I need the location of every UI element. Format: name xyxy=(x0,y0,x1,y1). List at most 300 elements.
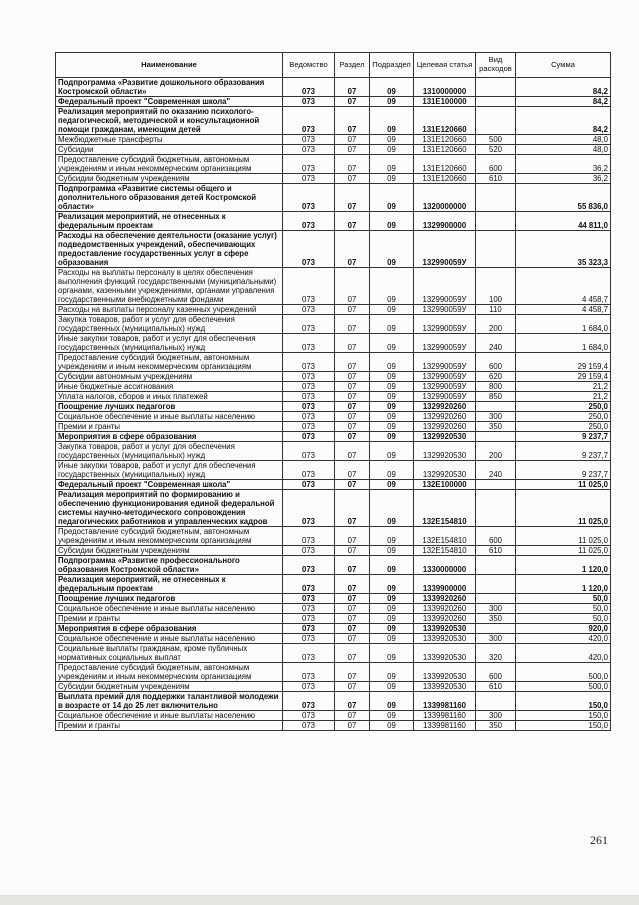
cell-podrazdel: 09 xyxy=(370,527,414,546)
cell-podrazdel: 09 xyxy=(370,412,414,422)
cell-sum: 11 025,0 xyxy=(516,546,611,556)
cell-podrazdel: 09 xyxy=(370,315,414,334)
cell-sum: 11 025,0 xyxy=(516,490,611,527)
cell-name: Федеральный проект "Современная школа" xyxy=(56,480,283,490)
cell-sum: 55 836,0 xyxy=(516,184,611,212)
cell-sum: 420,0 xyxy=(516,634,611,644)
cell-sum: 50,0 xyxy=(516,614,611,624)
cell-expense-type xyxy=(476,480,516,490)
page-number: 261 xyxy=(590,833,608,847)
cell-name: Уплата налогов, сборов и иных платежей xyxy=(56,392,283,402)
cell-target-article: 1320000000 xyxy=(414,184,476,212)
cell-target-article: 132990059У xyxy=(414,305,476,315)
cell-expense-type: 600 xyxy=(476,527,516,546)
cell-sum: 84,2 xyxy=(516,107,611,135)
cell-target-article: 1339920530 xyxy=(414,682,476,692)
table-row xyxy=(56,614,611,624)
cell-expense-type xyxy=(476,624,516,634)
cell-name: Социальное обеспечение и иные выплаты населению xyxy=(56,711,283,721)
cell-name: Субсидии xyxy=(56,145,283,155)
cell-vedomstvo: 073 xyxy=(283,527,335,546)
cell-expense-type xyxy=(476,575,516,594)
cell-expense-type: 350 xyxy=(476,614,516,624)
cell-razdel: 07 xyxy=(335,372,370,382)
cell-razdel: 07 xyxy=(335,624,370,634)
cell-expense-type xyxy=(476,78,516,97)
cell-podrazdel: 09 xyxy=(370,184,414,212)
cell-vedomstvo: 073 xyxy=(283,663,335,682)
cell-expense-type: 240 xyxy=(476,334,516,353)
cell-podrazdel: 09 xyxy=(370,594,414,604)
column-header-vedomstvo: Ведомство xyxy=(283,53,335,78)
cell-razdel: 07 xyxy=(335,527,370,546)
table-row xyxy=(56,353,611,372)
table-row xyxy=(56,575,611,594)
cell-sum: 250,0 xyxy=(516,412,611,422)
cell-razdel: 07 xyxy=(335,556,370,575)
cell-sum: 48,0 xyxy=(516,135,611,145)
cell-sum: 35 323,3 xyxy=(516,231,611,268)
table-row xyxy=(56,412,611,422)
cell-vedomstvo: 073 xyxy=(283,97,335,107)
cell-expense-type xyxy=(476,692,516,711)
cell-vedomstvo: 073 xyxy=(283,78,335,97)
table-row xyxy=(56,372,611,382)
cell-vedomstvo: 073 xyxy=(283,231,335,268)
cell-name: Премии и гранты xyxy=(56,614,283,624)
cell-target-article: 131E120660 xyxy=(414,174,476,184)
cell-target-article: 1339920530 xyxy=(414,644,476,663)
cell-target-article: 1339920260 xyxy=(414,604,476,614)
cell-sum: 250,0 xyxy=(516,402,611,412)
table-row xyxy=(56,135,611,145)
cell-target-article: 131E120660 xyxy=(414,107,476,135)
table-row xyxy=(56,461,611,480)
cell-vedomstvo: 073 xyxy=(283,184,335,212)
cell-vedomstvo: 073 xyxy=(283,594,335,604)
table-row xyxy=(56,594,611,604)
cell-razdel: 07 xyxy=(335,145,370,155)
table-row xyxy=(56,432,611,442)
budget-table xyxy=(55,52,611,731)
cell-vedomstvo: 073 xyxy=(283,334,335,353)
cell-expense-type xyxy=(476,231,516,268)
cell-razdel: 07 xyxy=(335,682,370,692)
cell-expense-type: 610 xyxy=(476,682,516,692)
column-header-razdel: Раздел xyxy=(335,53,370,78)
cell-podrazdel: 09 xyxy=(370,155,414,174)
cell-sum: 4 458,7 xyxy=(516,268,611,305)
cell-vedomstvo: 073 xyxy=(283,461,335,480)
cell-expense-type: 100 xyxy=(476,268,516,305)
cell-target-article: 132990059У xyxy=(414,372,476,382)
table-row xyxy=(56,604,611,614)
cell-target-article: 131E120660 xyxy=(414,155,476,174)
cell-name: Выплата премий для поддержки талантливой молодежи в возрасте от 14 до 25 лет включительно xyxy=(56,692,283,711)
cell-vedomstvo: 073 xyxy=(283,315,335,334)
cell-expense-type: 110 xyxy=(476,305,516,315)
cell-podrazdel: 09 xyxy=(370,231,414,268)
cell-name: Мероприятия в сфере образования xyxy=(56,624,283,634)
cell-podrazdel: 09 xyxy=(370,392,414,402)
cell-name: Подпрограмма «Развитие профессионального образования Костромской области» xyxy=(56,556,283,575)
cell-vedomstvo: 073 xyxy=(283,480,335,490)
cell-vedomstvo: 073 xyxy=(283,546,335,556)
cell-expense-type: 520 xyxy=(476,145,516,155)
cell-razdel: 07 xyxy=(335,97,370,107)
cell-target-article: 1339920260 xyxy=(414,594,476,604)
cell-razdel: 07 xyxy=(335,315,370,334)
cell-expense-type: 200 xyxy=(476,442,516,461)
cell-name: Социальное обеспечение и иные выплаты населению xyxy=(56,634,283,644)
cell-razdel: 07 xyxy=(335,480,370,490)
cell-razdel: 07 xyxy=(335,644,370,663)
cell-sum: 150,0 xyxy=(516,721,611,731)
column-header-name: Наименование xyxy=(56,53,283,78)
cell-vedomstvo: 073 xyxy=(283,412,335,422)
cell-sum: 1 120,0 xyxy=(516,575,611,594)
cell-razdel: 07 xyxy=(335,135,370,145)
cell-podrazdel: 09 xyxy=(370,624,414,634)
cell-expense-type: 500 xyxy=(476,135,516,145)
cell-target-article: 131E120660 xyxy=(414,145,476,155)
table-row xyxy=(56,97,611,107)
cell-sum: 150,0 xyxy=(516,711,611,721)
table-row xyxy=(56,644,611,663)
cell-sum: 9 237,7 xyxy=(516,461,611,480)
cell-podrazdel: 09 xyxy=(370,682,414,692)
cell-name: Реализация мероприятий, не отнесенных к федеральным проектам xyxy=(56,212,283,231)
cell-expense-type: 850 xyxy=(476,392,516,402)
cell-expense-type: 620 xyxy=(476,372,516,382)
cell-name: Реализация мероприятий по оказанию психолого-педагогической, методической и консультационной помощи гражданам, имеющим детей xyxy=(56,107,283,135)
cell-razdel: 07 xyxy=(335,721,370,731)
cell-name: Межбюджетные трансферты xyxy=(56,135,283,145)
cell-name: Субсидии автономным учреждениям xyxy=(56,372,283,382)
cell-expense-type xyxy=(476,107,516,135)
cell-target-article: 1339920530 xyxy=(414,663,476,682)
cell-target-article: 1339900000 xyxy=(414,575,476,594)
cell-sum: 21,2 xyxy=(516,392,611,402)
cell-sum: 84,2 xyxy=(516,97,611,107)
table-row xyxy=(56,268,611,305)
cell-expense-type: 240 xyxy=(476,461,516,480)
cell-vedomstvo: 073 xyxy=(283,432,335,442)
cell-vedomstvo: 073 xyxy=(283,575,335,594)
cell-podrazdel: 09 xyxy=(370,268,414,305)
cell-expense-type: 600 xyxy=(476,155,516,174)
cell-target-article: 1329920260 xyxy=(414,402,476,412)
cell-expense-type xyxy=(476,184,516,212)
cell-podrazdel: 09 xyxy=(370,575,414,594)
cell-name: Предоставление субсидий бюджетным, автономным учреждениям и иным некоммерческим организациям xyxy=(56,663,283,682)
cell-vedomstvo: 073 xyxy=(283,107,335,135)
cell-podrazdel: 09 xyxy=(370,372,414,382)
cell-sum: 36,2 xyxy=(516,155,611,174)
cell-podrazdel: 09 xyxy=(370,490,414,527)
cell-expense-type: 350 xyxy=(476,721,516,731)
cell-razdel: 07 xyxy=(335,402,370,412)
column-header-expense-type: Вид расходов xyxy=(476,53,516,78)
cell-sum: 50,0 xyxy=(516,604,611,614)
cell-razdel: 07 xyxy=(335,382,370,392)
cell-vedomstvo: 073 xyxy=(283,442,335,461)
cell-sum: 29 159,4 xyxy=(516,353,611,372)
cell-vedomstvo: 073 xyxy=(283,614,335,624)
cell-name: Расходы на обеспечение деятельности (оказание услуг) подведомственных учреждений, обеспечивающих предоставление государственных услуг в сфере образования xyxy=(56,231,283,268)
cell-podrazdel: 09 xyxy=(370,663,414,682)
cell-target-article: 132990059У xyxy=(414,268,476,305)
cell-name: Закупка товаров, работ и услуг для обеспечения государственных (муниципальных) нужд xyxy=(56,442,283,461)
table-row xyxy=(56,663,611,682)
cell-expense-type xyxy=(476,594,516,604)
cell-razdel: 07 xyxy=(335,442,370,461)
cell-podrazdel: 09 xyxy=(370,556,414,575)
cell-podrazdel: 09 xyxy=(370,145,414,155)
cell-razdel: 07 xyxy=(335,422,370,432)
table-row xyxy=(56,692,611,711)
cell-vedomstvo: 073 xyxy=(283,353,335,372)
table-header-row xyxy=(56,53,611,78)
table-row xyxy=(56,315,611,334)
cell-expense-type: 300 xyxy=(476,634,516,644)
cell-name: Предоставление субсидий бюджетным, автономным учреждениям и иным некоммерческим организациям xyxy=(56,527,283,546)
table-row xyxy=(56,442,611,461)
cell-razdel: 07 xyxy=(335,212,370,231)
table-row xyxy=(56,402,611,412)
table-row xyxy=(56,721,611,731)
cell-podrazdel: 09 xyxy=(370,422,414,432)
cell-sum: 500,0 xyxy=(516,663,611,682)
cell-vedomstvo: 073 xyxy=(283,382,335,392)
column-header-podrazdel: Подраздел xyxy=(370,53,414,78)
table-row xyxy=(56,174,611,184)
cell-podrazdel: 09 xyxy=(370,711,414,721)
cell-sum: 9 237,7 xyxy=(516,442,611,461)
column-header-sum: Сумма xyxy=(516,53,611,78)
cell-vedomstvo: 073 xyxy=(283,556,335,575)
cell-expense-type: 300 xyxy=(476,604,516,614)
cell-target-article: 132E154810 xyxy=(414,490,476,527)
table-row xyxy=(56,145,611,155)
cell-razdel: 07 xyxy=(335,78,370,97)
cell-razdel: 07 xyxy=(335,461,370,480)
cell-vedomstvo: 073 xyxy=(283,135,335,145)
cell-expense-type: 610 xyxy=(476,174,516,184)
table-row xyxy=(56,480,611,490)
cell-target-article: 132990059У xyxy=(414,334,476,353)
cell-expense-type: 300 xyxy=(476,711,516,721)
cell-expense-type xyxy=(476,212,516,231)
cell-vedomstvo: 073 xyxy=(283,422,335,432)
table-row xyxy=(56,392,611,402)
cell-razdel: 07 xyxy=(335,614,370,624)
cell-razdel: 07 xyxy=(335,490,370,527)
cell-name: Подпрограмма «Развитие системы общего и дополнительного образования детей Костромской области» xyxy=(56,184,283,212)
cell-target-article: 1339920530 xyxy=(414,624,476,634)
cell-podrazdel: 09 xyxy=(370,382,414,392)
table-row xyxy=(56,527,611,546)
cell-name: Субсидии бюджетным учреждениям xyxy=(56,174,283,184)
cell-name: Мероприятия в сфере образования xyxy=(56,432,283,442)
cell-sum: 150,0 xyxy=(516,692,611,711)
table-row xyxy=(56,78,611,97)
cell-razdel: 07 xyxy=(335,107,370,135)
cell-razdel: 07 xyxy=(335,268,370,305)
cell-razdel: 07 xyxy=(335,432,370,442)
cell-vedomstvo: 073 xyxy=(283,392,335,402)
cell-vedomstvo: 073 xyxy=(283,174,335,184)
cell-target-article: 132990059У xyxy=(414,231,476,268)
cell-name: Премии и гранты xyxy=(56,721,283,731)
table-row xyxy=(56,382,611,392)
table-row xyxy=(56,155,611,174)
cell-sum: 48,0 xyxy=(516,145,611,155)
cell-vedomstvo: 073 xyxy=(283,268,335,305)
cell-sum: 11 025,0 xyxy=(516,527,611,546)
cell-name: Социальное обеспечение и иные выплаты населению xyxy=(56,604,283,614)
cell-sum: 4 458,7 xyxy=(516,305,611,315)
cell-podrazdel: 09 xyxy=(370,212,414,231)
cell-sum: 36,2 xyxy=(516,174,611,184)
cell-name: Реализация мероприятий, не отнесенных к федеральным проектам xyxy=(56,575,283,594)
cell-sum: 9 237,7 xyxy=(516,432,611,442)
cell-podrazdel: 09 xyxy=(370,305,414,315)
cell-target-article: 1330000000 xyxy=(414,556,476,575)
cell-expense-type xyxy=(476,432,516,442)
cell-sum: 1 684,0 xyxy=(516,315,611,334)
table-row xyxy=(56,682,611,692)
cell-vedomstvo: 073 xyxy=(283,372,335,382)
cell-name: Иные закупки товаров, работ и услуг для обеспечения государственных (муниципальных) нужд xyxy=(56,334,283,353)
cell-sum: 21,2 xyxy=(516,382,611,392)
cell-vedomstvo: 073 xyxy=(283,634,335,644)
cell-expense-type xyxy=(476,556,516,575)
cell-sum: 84,2 xyxy=(516,78,611,97)
table-row xyxy=(56,422,611,432)
cell-podrazdel: 09 xyxy=(370,78,414,97)
cell-razdel: 07 xyxy=(335,231,370,268)
cell-podrazdel: 09 xyxy=(370,402,414,412)
cell-expense-type: 600 xyxy=(476,663,516,682)
cell-sum: 500,0 xyxy=(516,682,611,692)
cell-expense-type xyxy=(476,402,516,412)
cell-sum: 920,0 xyxy=(516,624,611,634)
cell-name: Подпрограмма «Развитие дошкольного образования Костромской области» xyxy=(56,78,283,97)
table-row xyxy=(56,546,611,556)
table-row xyxy=(56,556,611,575)
cell-vedomstvo: 073 xyxy=(283,145,335,155)
cell-name: Закупка товаров, работ и услуг для обеспечения государственных (муниципальных) нужд xyxy=(56,315,283,334)
cell-name: Федеральный проект "Современная школа" xyxy=(56,97,283,107)
cell-expense-type: 610 xyxy=(476,546,516,556)
cell-expense-type: 320 xyxy=(476,644,516,663)
cell-target-article: 132990059У xyxy=(414,392,476,402)
cell-sum: 1 684,0 xyxy=(516,334,611,353)
cell-vedomstvo: 073 xyxy=(283,682,335,692)
table-row xyxy=(56,184,611,212)
table-row xyxy=(56,490,611,527)
cell-target-article: 132990059У xyxy=(414,315,476,334)
cell-expense-type: 600 xyxy=(476,353,516,372)
cell-podrazdel: 09 xyxy=(370,692,414,711)
cell-podrazdel: 09 xyxy=(370,97,414,107)
cell-target-article: 1329920530 xyxy=(414,432,476,442)
cell-name: Предоставление субсидий бюджетным, автономным учреждениям и иным некоммерческим организациям xyxy=(56,353,283,372)
cell-name: Иные закупки товаров, работ и услуг для обеспечения государственных (муниципальных) нужд xyxy=(56,461,283,480)
cell-podrazdel: 09 xyxy=(370,432,414,442)
cell-target-article: 132E100000 xyxy=(414,480,476,490)
cell-name: Иные бюджетные ассигнования xyxy=(56,382,283,392)
cell-podrazdel: 09 xyxy=(370,604,414,614)
cell-name: Реализация мероприятий по формированию и обеспечению функционирования единой федеральной системы научно-методического сопровождения педагогических работников и управленческих кадров xyxy=(56,490,283,527)
table-body xyxy=(56,78,611,731)
cell-expense-type xyxy=(476,490,516,527)
cell-name: Социальное обеспечение и иные выплаты населению xyxy=(56,412,283,422)
cell-target-article: 132E154810 xyxy=(414,527,476,546)
cell-name: Субсидии бюджетным учреждениям xyxy=(56,546,283,556)
cell-target-article: 132E154810 xyxy=(414,546,476,556)
cell-podrazdel: 09 xyxy=(370,442,414,461)
cell-vedomstvo: 073 xyxy=(283,644,335,663)
table-row xyxy=(56,711,611,721)
cell-name: Поощрение лучших педагогов xyxy=(56,402,283,412)
cell-sum: 250,0 xyxy=(516,422,611,432)
cell-podrazdel: 09 xyxy=(370,461,414,480)
cell-vedomstvo: 073 xyxy=(283,721,335,731)
cell-name: Поощрение лучших педагогов xyxy=(56,594,283,604)
cell-razdel: 07 xyxy=(335,604,370,614)
cell-target-article: 1339920530 xyxy=(414,634,476,644)
cell-vedomstvo: 073 xyxy=(283,624,335,634)
cell-podrazdel: 09 xyxy=(370,135,414,145)
cell-target-article: 132990059У xyxy=(414,353,476,372)
cell-vedomstvo: 073 xyxy=(283,692,335,711)
cell-razdel: 07 xyxy=(335,392,370,402)
cell-vedomstvo: 073 xyxy=(283,490,335,527)
cell-expense-type: 800 xyxy=(476,382,516,392)
cell-sum: 50,0 xyxy=(516,594,611,604)
cell-razdel: 07 xyxy=(335,594,370,604)
cell-podrazdel: 09 xyxy=(370,614,414,624)
cell-target-article: 1329920260 xyxy=(414,412,476,422)
cell-vedomstvo: 073 xyxy=(283,212,335,231)
cell-target-article: 1339981160 xyxy=(414,721,476,731)
cell-expense-type: 300 xyxy=(476,412,516,422)
table-row xyxy=(56,305,611,315)
column-header-target-article: Целевая статья xyxy=(414,53,476,78)
cell-name: Субсидии бюджетным учреждениям xyxy=(56,682,283,692)
cell-target-article: 1329900000 xyxy=(414,212,476,231)
cell-sum: 29 159,4 xyxy=(516,372,611,382)
cell-target-article: 1329920260 xyxy=(414,422,476,432)
cell-podrazdel: 09 xyxy=(370,644,414,663)
table-row xyxy=(56,107,611,135)
table-row xyxy=(56,634,611,644)
table-row xyxy=(56,212,611,231)
table-row xyxy=(56,334,611,353)
cell-expense-type: 350 xyxy=(476,422,516,432)
cell-podrazdel: 09 xyxy=(370,480,414,490)
cell-sum: 420,0 xyxy=(516,644,611,663)
cell-target-article: 1310000000 xyxy=(414,78,476,97)
cell-razdel: 07 xyxy=(335,174,370,184)
cell-target-article: 1339920260 xyxy=(414,614,476,624)
cell-razdel: 07 xyxy=(335,692,370,711)
cell-vedomstvo: 073 xyxy=(283,305,335,315)
cell-target-article: 132990059У xyxy=(414,382,476,392)
cell-podrazdel: 09 xyxy=(370,634,414,644)
